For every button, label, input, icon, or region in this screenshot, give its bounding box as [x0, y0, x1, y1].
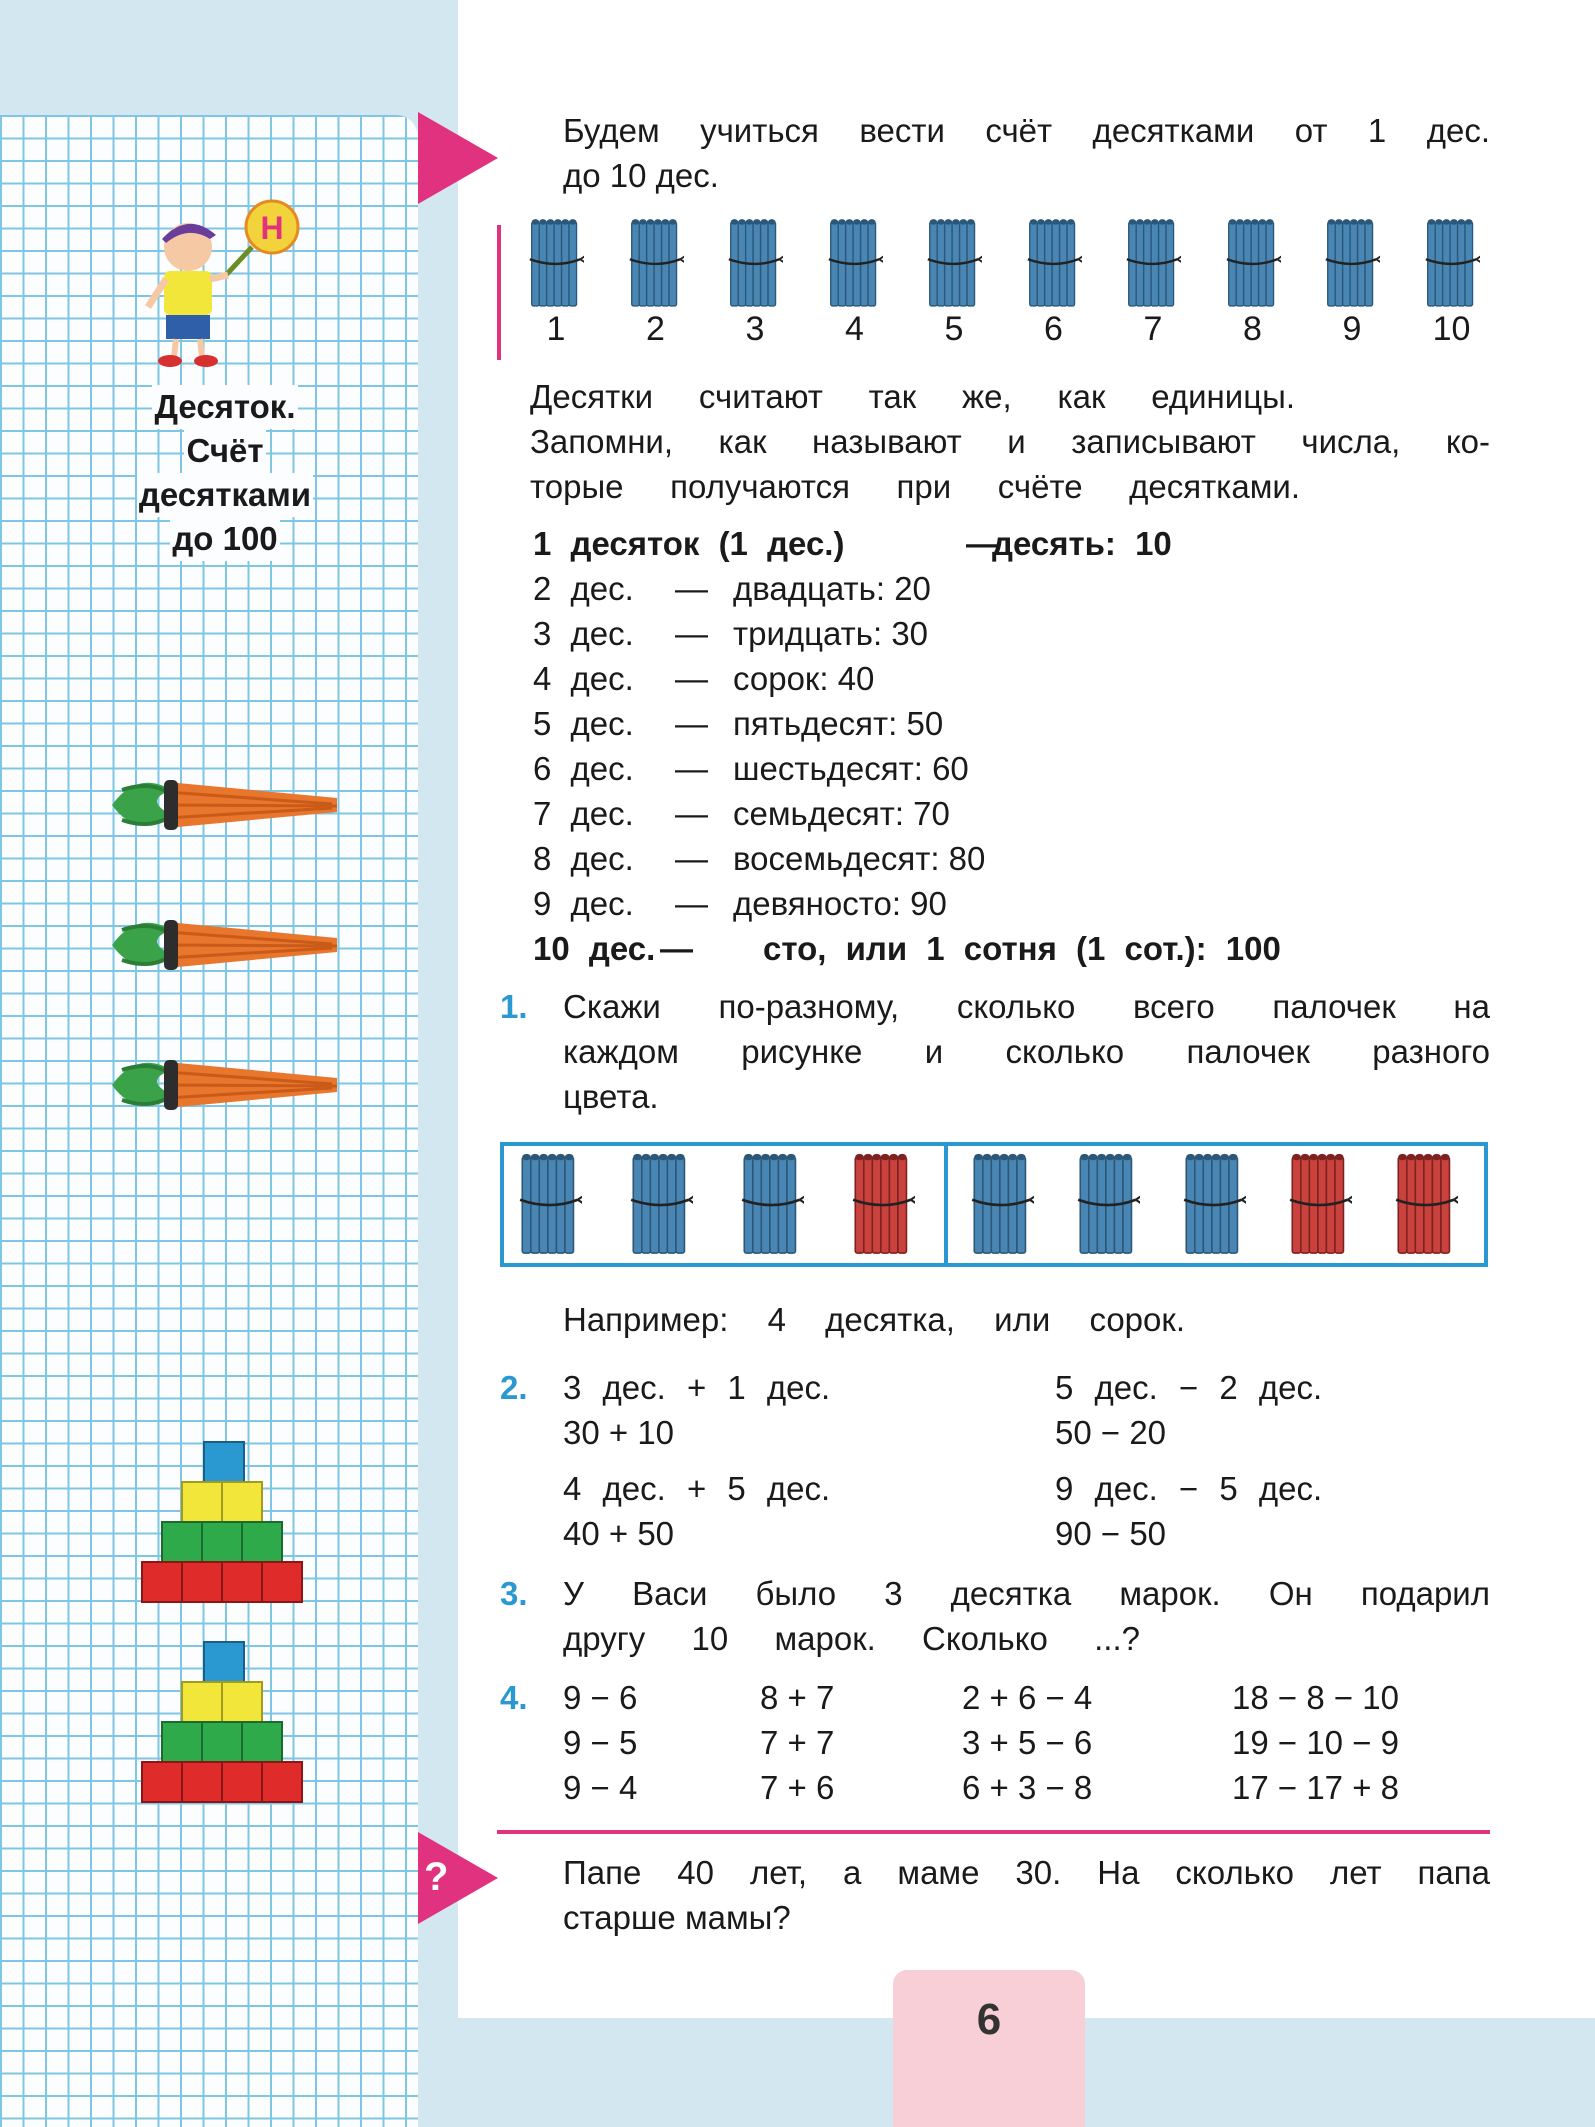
task4-expr: 17 − 17 + 8 [1232, 1769, 1399, 1806]
red-stick-bundle-icon [1394, 1150, 1458, 1263]
stick-bundle-icon [628, 215, 684, 316]
blue-stick-bundle-icon [740, 1150, 804, 1263]
red-stick-bundle-icon [851, 1150, 915, 1263]
task4-expr: 9 − 6 [563, 1679, 638, 1716]
topic-line: Счёт [184, 429, 265, 473]
tens-row-dash: — [675, 795, 708, 832]
task3-line: У Васи было 3 десятка марок. Он подарил [563, 1575, 1490, 1612]
topic-title [110, 385, 340, 561]
blue-stick-bundle-icon [970, 1150, 1034, 1263]
stick-bundle-icon [1324, 215, 1380, 316]
cube-pyramid-icon [140, 1440, 320, 1610]
stick-bundle-icon [1125, 215, 1181, 316]
tens-row-left: 7 дес. [533, 795, 634, 832]
cube-pyramid-icon [140, 1640, 320, 1810]
badge-letter: Н [260, 210, 284, 246]
bundle-label: 3 [745, 310, 765, 348]
question-mark-icon: ? [424, 1855, 449, 1899]
tens-row-dash: — [675, 885, 708, 922]
stick-bundle-icon [827, 215, 883, 316]
task2-expr: 50 − 20 [1055, 1414, 1167, 1451]
task2-expr: 90 − 50 [1055, 1515, 1167, 1552]
tens-row-left: 8 дес. [533, 840, 634, 877]
page-number-tab [893, 1970, 1085, 2127]
tens-row-left: 10 дес. [533, 930, 656, 967]
task-number: 3. [500, 1575, 528, 1612]
bundle-label: 4 [845, 310, 864, 348]
stick-bundle-icon [1225, 215, 1281, 316]
rule-line: Десятки считают так же, как единицы. [530, 378, 1295, 415]
task-number: 4. [500, 1679, 528, 1716]
rule-line: торые получаются при счёте десятками. [530, 468, 1300, 505]
red-stick-bundle-icon [1288, 1150, 1352, 1263]
tens-row-left: 4 дес. [533, 660, 634, 697]
task4-expr: 9 − 5 [563, 1724, 638, 1761]
tens-row-right: сто, или 1 сотня (1 сот.): 100 [763, 930, 1281, 967]
tens-row-dash: — [675, 750, 708, 787]
task3-line: другу 10 марок. Сколько ...? [563, 1620, 1140, 1657]
intro-line: Будем учиться вести счёт десятками от 1 дес. [563, 112, 1490, 149]
tens-row-right: двадцать: 20 [733, 570, 931, 607]
task4-expr: 6 + 3 − 8 [962, 1769, 1093, 1806]
task1-line: Скажи по-разному, сколько всего палочек на [563, 988, 1490, 1025]
tens-row-dash: — [675, 570, 708, 607]
tens-row-right: семьдесят: 70 [733, 795, 950, 832]
task2-expr: 40 + 50 [563, 1515, 675, 1552]
rule-line: Запомни, как называют и записывают числа, ко- [530, 423, 1490, 460]
intro-line: до 10 дес. [563, 157, 719, 194]
tens-row-dash: — [675, 615, 708, 652]
bundle-label: 1 [546, 310, 566, 348]
task1-line: цвета. [563, 1078, 659, 1115]
bundle-label: 7 [1143, 310, 1163, 348]
pink-divider-horizontal [497, 1830, 1490, 1834]
tens-row-dash: — [966, 525, 999, 562]
task1-example: Например: 4 десятка, или сорок. [563, 1301, 1185, 1338]
tens-row-left: 6 дес. [533, 750, 634, 787]
tens-row-right: сорок: 40 [733, 660, 875, 697]
task4-expr: 3 + 5 − 6 [962, 1724, 1093, 1761]
tens-row-right: девяносто: 90 [733, 885, 947, 922]
blue-stick-bundle-icon [629, 1150, 693, 1263]
stick-bundle-icon [1424, 215, 1480, 316]
task-number: 1. [500, 988, 528, 1025]
stick-bundle-icon [1026, 215, 1082, 316]
tens-row-right: десять: 10 [992, 525, 1172, 562]
tens-row-dash: — [675, 660, 708, 697]
task2-expr: 5 дес. − 2 дес. [1055, 1369, 1323, 1406]
tens-row-right: тридцать: 30 [733, 615, 929, 652]
stick-bundle-icon [926, 215, 982, 316]
blue-stick-bundle-icon [1076, 1150, 1140, 1263]
bundle-label: 8 [1243, 310, 1262, 348]
tens-row-right: шестьдесят: 60 [733, 750, 969, 787]
task1-line: каждом рисунке и сколько палочек разного [563, 1033, 1490, 1070]
question-line: старше мамы? [563, 1899, 791, 1936]
tens-row-dash: — [660, 930, 693, 967]
carrot-bunch-icon [112, 760, 342, 850]
blue-stick-bundle-icon [518, 1150, 582, 1263]
stick-bundle-icon [727, 215, 783, 316]
task-number: 2. [500, 1369, 528, 1406]
stick-bundle-icon [528, 215, 584, 316]
task4-expr: 7 + 7 [760, 1724, 835, 1761]
pink-divider-vertical [497, 225, 501, 360]
boy-mascot-icon [140, 195, 310, 370]
task4-expr: 2 + 6 − 4 [962, 1679, 1093, 1716]
tens-row-left: 5 дес. [533, 705, 634, 742]
topic-line: Десяток. [152, 385, 297, 429]
tens-row-right: пятьдесят: 50 [733, 705, 944, 742]
tens-row-left: 3 дес. [533, 615, 634, 652]
task2-expr: 9 дес. − 5 дес. [1055, 1470, 1323, 1507]
page-number: 6 [976, 1995, 1002, 2044]
bundle-label: 9 [1342, 310, 1362, 348]
task2-expr: 30 + 10 [563, 1414, 675, 1451]
tens-row-dash: — [675, 705, 708, 742]
question-line: Папе 40 лет, а маме 30. На сколько лет папа [563, 1854, 1490, 1891]
task4-expr: 9 − 4 [563, 1769, 638, 1806]
tens-row-left: 1 десяток (1 дес.) [533, 525, 845, 562]
carrot-bunch-icon [112, 900, 342, 990]
blue-stick-bundle-icon [1182, 1150, 1246, 1263]
sticks-frame-divider [944, 1142, 948, 1267]
topic-line: десятками [137, 473, 313, 517]
task4-expr: 19 − 10 − 9 [1232, 1724, 1399, 1761]
tens-row-left: 9 дес. [533, 885, 634, 922]
bundle-label: 10 [1432, 310, 1471, 348]
tens-row-right: восемьдесят: 80 [733, 840, 986, 877]
bundle-label: 6 [1044, 310, 1063, 348]
task4-expr: 8 + 7 [760, 1679, 835, 1716]
task4-expr: 7 + 6 [760, 1769, 835, 1806]
bundle-label: 2 [646, 310, 665, 348]
bundle-label: 5 [944, 310, 964, 348]
carrot-bunch-icon [112, 1040, 342, 1130]
tens-row-left: 2 дес. [533, 570, 634, 607]
task4-expr: 18 − 8 − 10 [1232, 1679, 1399, 1716]
tens-row-dash: — [675, 840, 708, 877]
task2-expr: 3 дес. + 1 дес. [563, 1369, 831, 1406]
pointer-triangle-icon [418, 112, 498, 204]
topic-line: до 100 [170, 517, 279, 561]
task2-expr: 4 дес. + 5 дес. [563, 1470, 831, 1507]
